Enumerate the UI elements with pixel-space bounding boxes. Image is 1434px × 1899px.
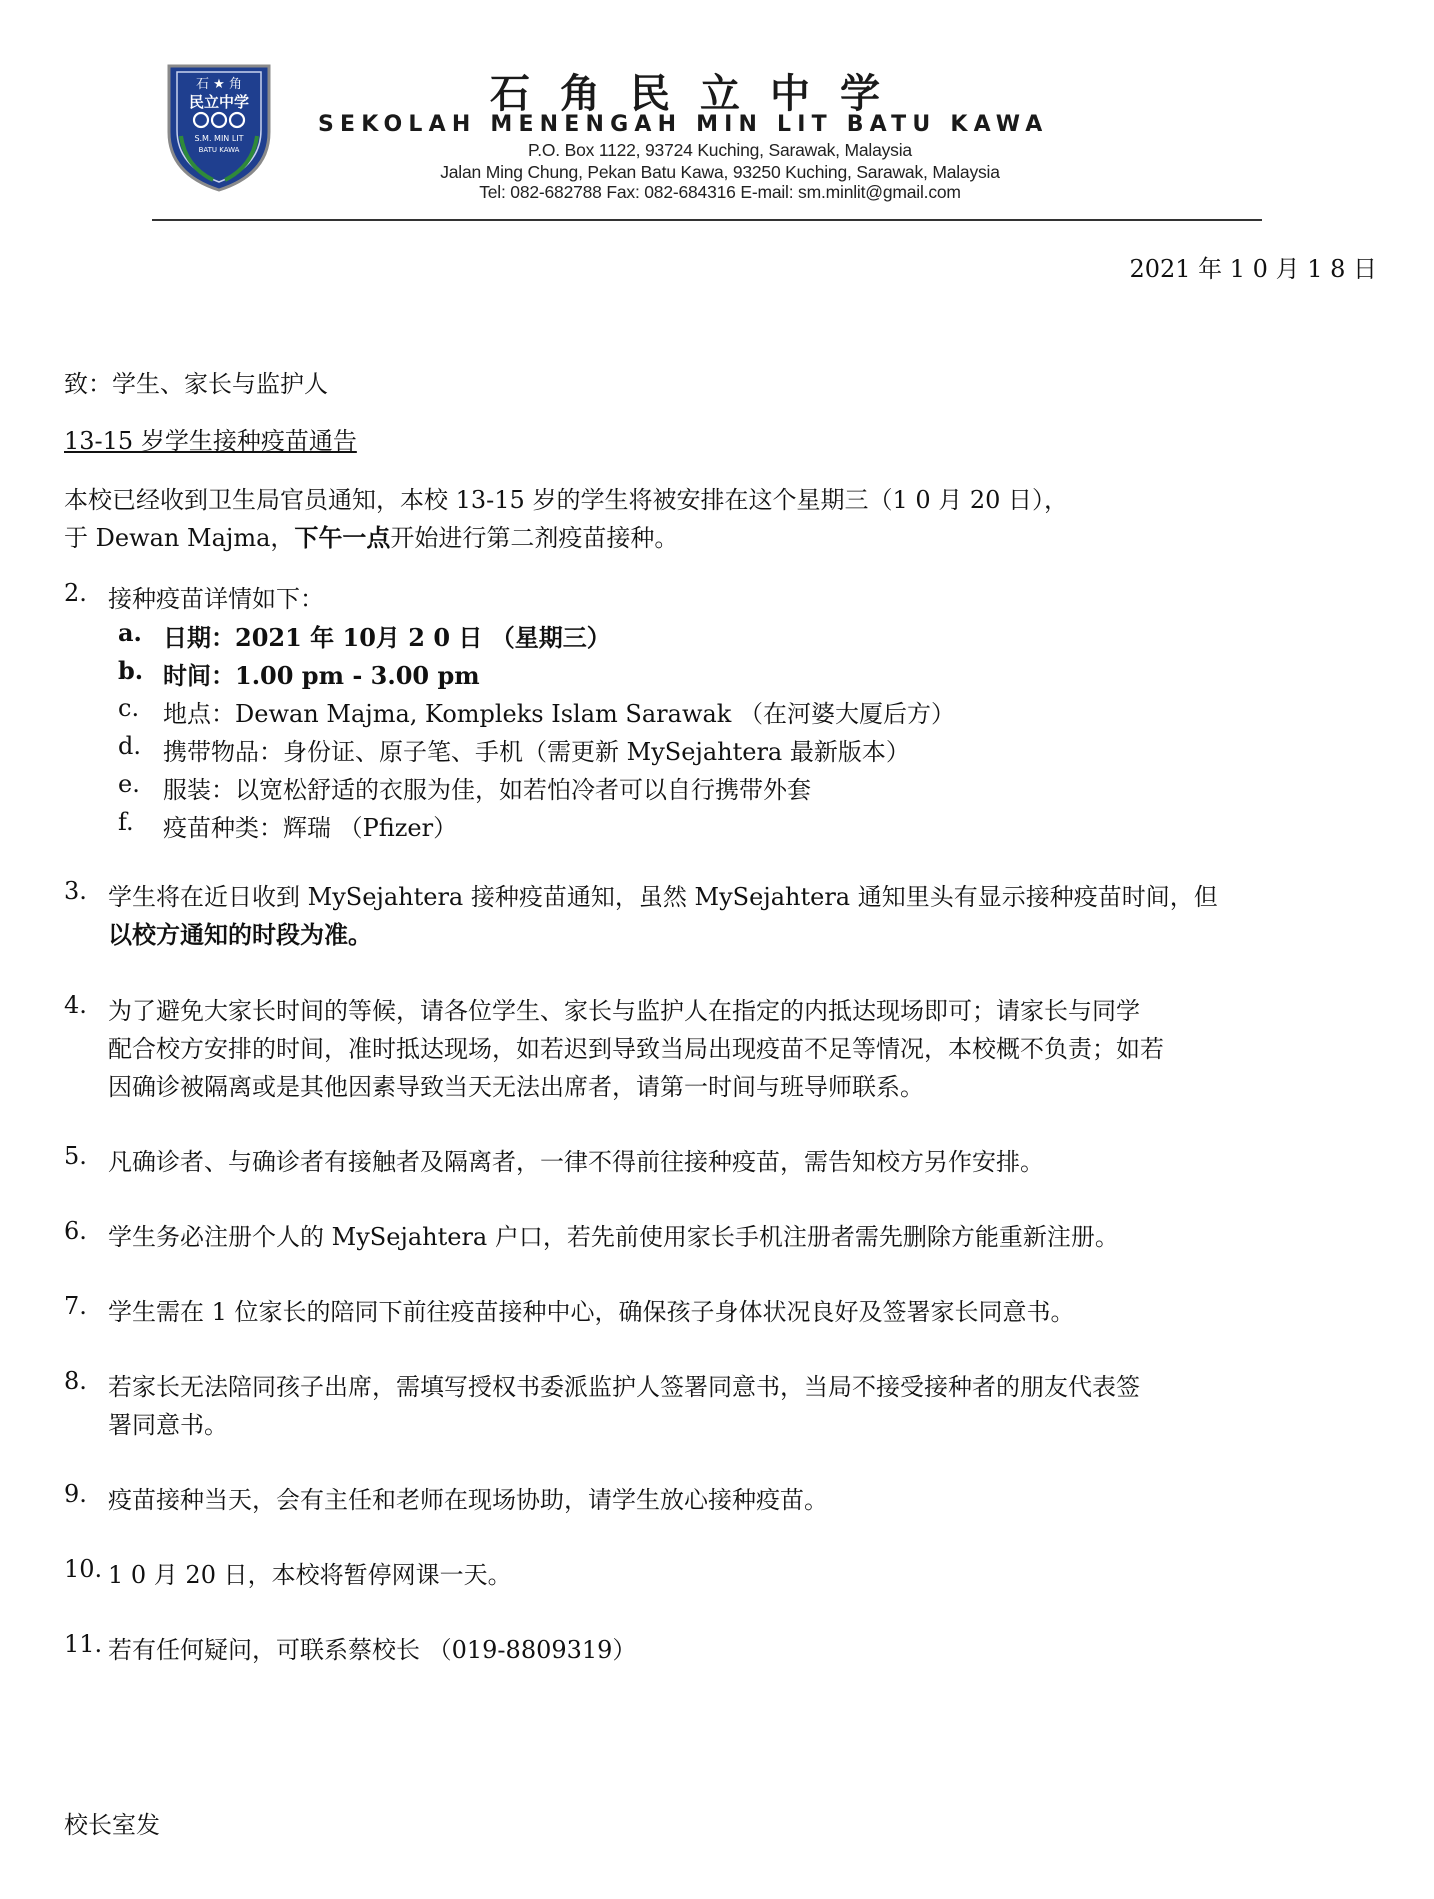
intro-line-1: 本校已经收到卫生局官员通知，本校 13-15 岁的学生将被安排在这个星期三（1 0 月 20 日）， [64, 486, 1069, 514]
point-2-number: 2. [64, 579, 87, 607]
recipient-line: 致：学生、家长与监护人 [64, 370, 328, 398]
point-11-number: 11. [64, 1630, 103, 1658]
intro-line-2-pre: 于 Dewan Majma， [64, 524, 295, 552]
crest-ring-text: S.M. MIN LIT [194, 134, 244, 143]
point-7-text: 学生需在 1 位家长的陪同下前往疫苗接种中心，确保孩子身体状况良好及签署家长同意书。 [108, 1298, 1075, 1326]
school-name-chinese: 石角民立中学 [490, 71, 910, 117]
detail-letter-c: c. [118, 694, 140, 722]
point-3-number: 3. [64, 877, 87, 905]
intro-line-2-bold: 下午一点 [294, 523, 391, 552]
letterhead [0, 0, 1434, 230]
contact-line: Tel: 082-682788 Fax: 082-684316 E-mail: sm.minlit@gmail.com [479, 182, 961, 202]
intro-line-2 [64, 518, 678, 553]
detail-vaccine-type: 疫苗种类：辉瑞 （Pfizer） [163, 814, 458, 842]
detail-items-to-bring: 携带物品：身份证、原子笔、手机（需更新 MySejahtera 最新版本） [163, 738, 910, 766]
detail-date: 日期：2021 年 10月 2 0 日 （星期三） [163, 623, 611, 652]
detail-letter-a: a. [118, 618, 142, 647]
point-4-line-2: 配合校方安排的时间，准时抵达现场，如若迟到导致当局出现疫苗不足等情况，本校概不负责；如若 [108, 1035, 1164, 1063]
school-name-malay: SEKOLAH MENENGAH MIN LIT BATU KAWA [318, 112, 1049, 137]
detail-letter-b: b. [118, 656, 144, 685]
point-4-number: 4. [64, 991, 87, 1019]
detail-location: 地点：Dewan Majma, Kompleks Islam Sarawak （在河婆大厦后方） [163, 700, 955, 728]
point-11-text: 若有任何疑问，可联系蔡校长 （019-8809319） [108, 1636, 637, 1664]
point-3-line-1: 学生将在近日收到 MySejahtera 接种疫苗通知，虽然 MySejahtera 通知里头有显示接种疫苗时间，但 [108, 883, 1218, 911]
point-3-line-2: 以校方通知的时段为准。 [108, 920, 372, 949]
address-line-2: Jalan Ming Chung, Pekan Batu Kawa, 93250 Kuching, Sarawak, Malaysia [440, 162, 1000, 182]
crest-top-text: 石 ★ 角 [196, 77, 242, 92]
point-9-number: 9. [64, 1480, 87, 1508]
point-6-text: 学生务必注册个人的 MySejahtera 户口，若先前使用家长手机注册者需先删除方能重新注册。 [108, 1223, 1119, 1251]
point-5-text: 凡确诊者、与确诊者有接触者及隔离者，一律不得前往接种疫苗，需告知校方另作安排。 [108, 1148, 1044, 1176]
point-6-number: 6. [64, 1217, 87, 1245]
point-4-line-1: 为了避免大家长时间的等候，请各位学生、家长与监护人在指定的内抵达现场即可；请家长与同学 [108, 997, 1140, 1025]
notice-title: 13-15 岁学生接种疫苗通告 [64, 427, 357, 455]
point-10-number: 10. [64, 1555, 103, 1583]
school-crest-logo [163, 62, 275, 194]
letterhead-divider [152, 219, 1262, 221]
crest-name-cn: 民立中学 [188, 93, 250, 111]
point-8-number: 8. [64, 1367, 87, 1395]
crest-place-text: BATU KAWA [198, 146, 240, 154]
signoff: 校长室发 [64, 1811, 160, 1839]
intro-line-2-post: 开始进行第二剂疫苗接种。 [390, 524, 679, 552]
point-5-number: 5. [64, 1142, 87, 1170]
letter-date: 2021 年 1 0 月 1 8 日 [1129, 255, 1377, 283]
point-10-text: 1 0 月 20 日，本校将暂停网课一天。 [108, 1561, 512, 1589]
detail-time: 时间：1.00 pm - 3.00 pm [163, 661, 480, 690]
point-2-heading: 接种疫苗详情如下： [108, 585, 324, 613]
detail-letter-f: f. [118, 808, 134, 836]
address-line-1: P.O. Box 1122, 93724 Kuching, Sarawak, Malaysia [528, 140, 912, 160]
point-7-number: 7. [64, 1292, 87, 1320]
point-4-line-3: 因确诊被隔离或是其他因素导致当天无法出席者，请第一时间与班导师联系。 [108, 1073, 924, 1101]
detail-letter-e: e. [118, 770, 140, 798]
detail-letter-d: d. [118, 732, 141, 760]
point-8-line-1: 若家长无法陪同孩子出席，需填写授权书委派监护人签署同意书，当局不接受接种者的朋友代表签 [108, 1373, 1140, 1401]
detail-attire: 服装：以宽松舒适的衣服为佳，如若怕冷者可以自行携带外套 [163, 776, 811, 804]
point-8-line-2: 署同意书。 [108, 1411, 228, 1439]
point-9-text: 疫苗接种当天，会有主任和老师在现场协助，请学生放心接种疫苗。 [108, 1486, 828, 1514]
